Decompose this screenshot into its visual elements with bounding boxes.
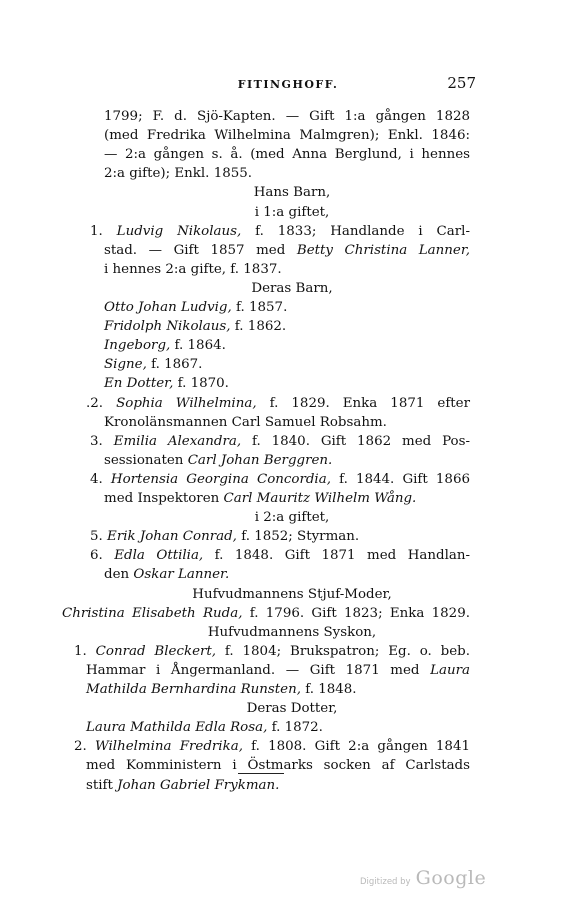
text-line: 1. Conrad Bleckert, f. 1804; Brukspatron; Eg. o. beb. <box>74 644 470 659</box>
italic-name: Carl Johan Berggren. <box>187 453 333 468</box>
text-line: 1799; F. d. Sjö-Kapten. — Gift 1:a gången 1828 <box>104 109 470 124</box>
italic-name: Erik Johan Conrad, <box>107 529 237 544</box>
text-line: i hennes 2:a gifte, f. 1837. <box>104 262 282 277</box>
text-line: med Komministern i Östmarks socken af Carlstads <box>86 758 470 773</box>
text-line: Laura Mathilda Edla Rosa, f. 1872. <box>86 720 323 735</box>
italic-name: Sophia Wilhelmina, <box>116 396 257 411</box>
italic-name: Edla Ottilia, <box>114 548 204 563</box>
text-line: med Inspektoren Carl Mauritz Wilhelm Wång. <box>104 491 417 506</box>
text-line: 4. Hortensia Georgina Concordia, f. 1844. Gift 1866 <box>90 472 470 487</box>
italic-name: En Dotter, <box>104 376 174 391</box>
text-line: stad. — Gift 1857 med Betty Christina Lanner, <box>104 243 471 258</box>
italic-name: Carl Mauritz Wilhelm Wång. <box>223 491 417 506</box>
italic-name: Laura <box>430 663 470 678</box>
text-line: En Dotter, f. 1870. <box>104 376 229 391</box>
text-line: 3. Emilia Alexandra, f. 1840. Gift 1862 med Pos- <box>90 434 470 449</box>
page-number: 257 <box>447 74 476 92</box>
italic-name: Laura Mathilda Edla Rosa, <box>86 720 268 735</box>
running-head: FITINGHOFF. <box>237 78 339 91</box>
italic-name: Ludvig Nikolaus, <box>116 224 242 239</box>
italic-name: Christina Elisabeth Ruda, <box>62 606 243 621</box>
text-line: i 2:a giftet, <box>254 510 330 525</box>
text-line: Hammar i Ångermanland. — Gift 1871 med Laura <box>86 663 470 678</box>
text-line: Kronolänsmannen Carl Samuel Robsahm. <box>104 415 387 430</box>
italic-name: Conrad Bleckert, <box>95 644 217 659</box>
text-line: Ingeborg, f. 1864. <box>104 338 226 353</box>
text-line: — 2:a gången s. å. (med Anna Berglund, i hennes <box>104 147 470 162</box>
text-line: sessionaten Carl Johan Berggren. <box>104 453 333 468</box>
italic-name: Johan Gabriel Frykman. <box>117 778 280 793</box>
text-line: 6. Edla Ottilia, f. 1848. Gift 1871 med Handlan- <box>90 548 470 563</box>
text-line: stift Johan Gabriel Frykman. <box>86 778 280 793</box>
italic-name: Emilia Alexandra, <box>113 434 242 449</box>
text-line: Otto Johan Ludvig, f. 1857. <box>104 300 288 315</box>
text-line: i 1:a giftet, <box>254 205 330 220</box>
text-line: Hufvudmannens Syskon, <box>207 625 377 640</box>
google-logo: Google <box>415 867 487 889</box>
italic-name: Fridolph Nikolaus, <box>104 319 231 334</box>
text-line: Fridolph Nikolaus, f. 1862. <box>104 319 287 334</box>
section-end-rule <box>238 773 284 774</box>
italic-name: Ingeborg, <box>104 338 171 353</box>
text-line: Hufvudmannens Stjuf-Moder, <box>192 587 392 602</box>
italic-name: Mathilda Bernhardina Runsten, <box>86 682 301 697</box>
italic-name: Wilhelmina Fredrika, <box>95 739 243 754</box>
digitized-by-text: Digitized by <box>360 877 411 887</box>
italic-name: Betty Christina Lanner, <box>296 243 471 258</box>
text-line: Christina Elisabeth Ruda, f. 1796. Gift 1823; Enka 1829. <box>62 606 470 621</box>
text-line: Deras Dotter, <box>246 701 338 716</box>
text-line: Hans Barn, <box>253 185 331 200</box>
text-line: .2. Sophia Wilhelmina, f. 1829. Enka 1871 efter <box>86 396 471 411</box>
digitization-watermark <box>360 867 486 889</box>
text-line: Signe, f. 1867. <box>104 357 203 372</box>
italic-name: Otto Johan Ludvig, <box>104 300 232 315</box>
text-line: Mathilda Bernhardina Runsten, f. 1848. <box>86 682 357 697</box>
text-line: 2:a gifte); Enkl. 1855. <box>104 166 253 181</box>
text-line: (med Fredrika Wilhelmina Malmgren); Enkl. 1846: <box>104 128 470 143</box>
text-line: 5. Erik Johan Conrad, f. 1852; Styrman. <box>90 529 360 544</box>
text-line: Deras Barn, <box>251 281 333 296</box>
italic-name: Hortensia Georgina Concordia, <box>110 472 331 487</box>
text-line: 2. Wilhelmina Fredrika, f. 1808. Gift 2:a gången 1841 <box>74 739 470 754</box>
page-header <box>100 74 476 98</box>
italic-name: Oskar Lanner. <box>133 567 230 582</box>
italic-name: Signe, <box>104 357 147 372</box>
text-line: den Oskar Lanner. <box>104 567 230 582</box>
text-line: 1. Ludvig Nikolaus, f. 1833; Handlande i Carl- <box>90 224 470 239</box>
